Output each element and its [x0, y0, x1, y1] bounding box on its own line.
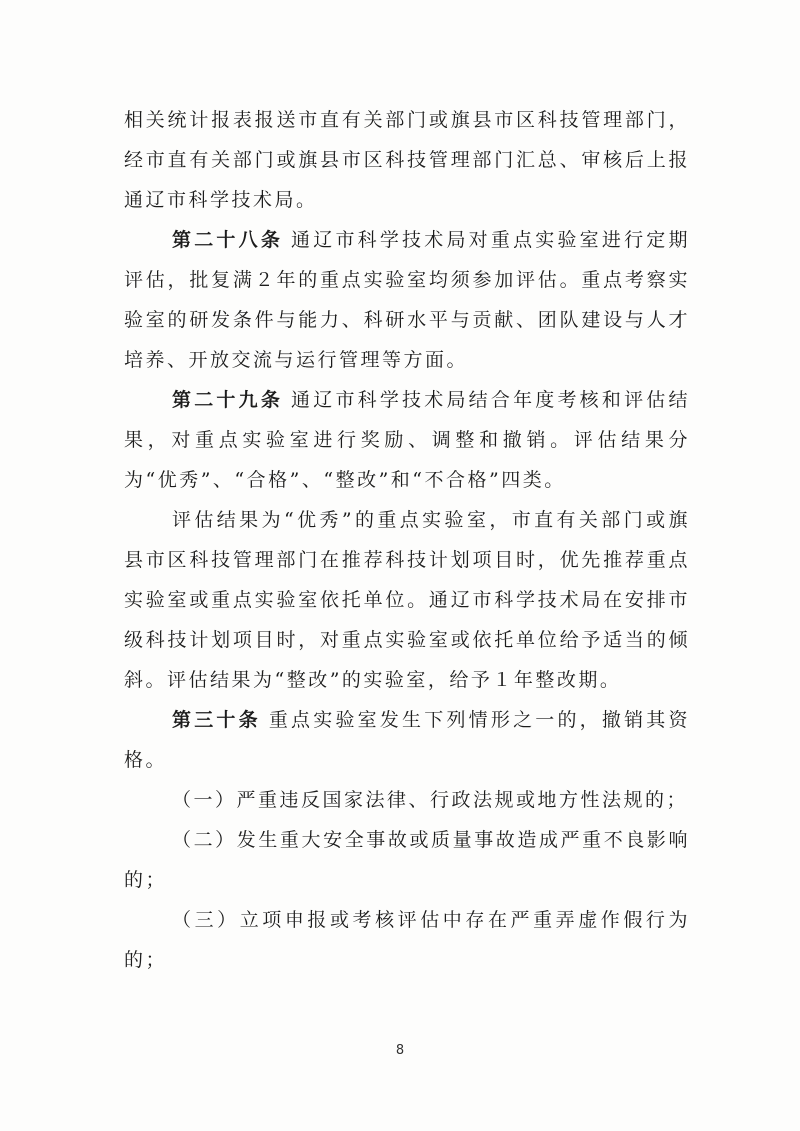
paragraph-text: 通辽市科学技术局结合年度考核和评估结果，对重点实验室进行奖励、调整和撤销。评估结果分为“优秀”、“合格”、“整改”和“不合格”四类。 [124, 389, 690, 491]
list-item-3 [124, 900, 690, 980]
article-heading: 第二十九条 [172, 389, 284, 411]
paragraph-text: （二）发生重大安全事故或质量事故造成严重不良影响的； [124, 829, 690, 891]
paragraph-text: （三）立项申报或考核评估中存在严重弄虚作假行为的； [124, 909, 690, 971]
page-number: 8 [395, 1043, 405, 1058]
list-item-1 [124, 780, 690, 820]
article-30 [124, 700, 690, 780]
paragraph-text: （一）严重违反国家法律、行政法规或地方性法规的； [172, 789, 689, 811]
paragraph-continuation [124, 100, 690, 220]
paragraph-evaluation-excellent [124, 500, 690, 700]
article-28 [124, 220, 690, 380]
paragraph-text: 相关统计报表报送市直有关部门或旗县市区科技管理部门，经市直有关部门或旗县市区科技管理部门汇总、审核后上报通辽市科学技术局。 [124, 109, 690, 211]
paragraph-text: 重点实验室发生下列情形之一的，撤销其资格。 [124, 709, 690, 771]
article-29 [124, 380, 690, 500]
document-body [124, 100, 690, 980]
paragraph-text: 评估结果为“优秀”的重点实验室，市直有关部门或旗县市区科技管理部门在推荐科技计划项目时，优先推荐重点实验室或重点实验室依托单位。通辽市科学技术局在安排市级科技计划项目时，对重点实验室或依托单位给予适当的倾斜。评估结果为“整改”的实验室，给予１年整改期。 [124, 509, 690, 691]
article-heading: 第二十八条 [172, 229, 284, 251]
article-heading: 第三十条 [172, 709, 261, 731]
paragraph-text: 通辽市科学技术局对重点实验室进行定期评估，批复满２年的重点实验室均须参加评估。重点考察实验室的研发条件与能力、科研水平与贡献、团队建设与人才培养、开放交流与运行管理等方面。 [124, 229, 690, 371]
list-item-2 [124, 820, 690, 900]
